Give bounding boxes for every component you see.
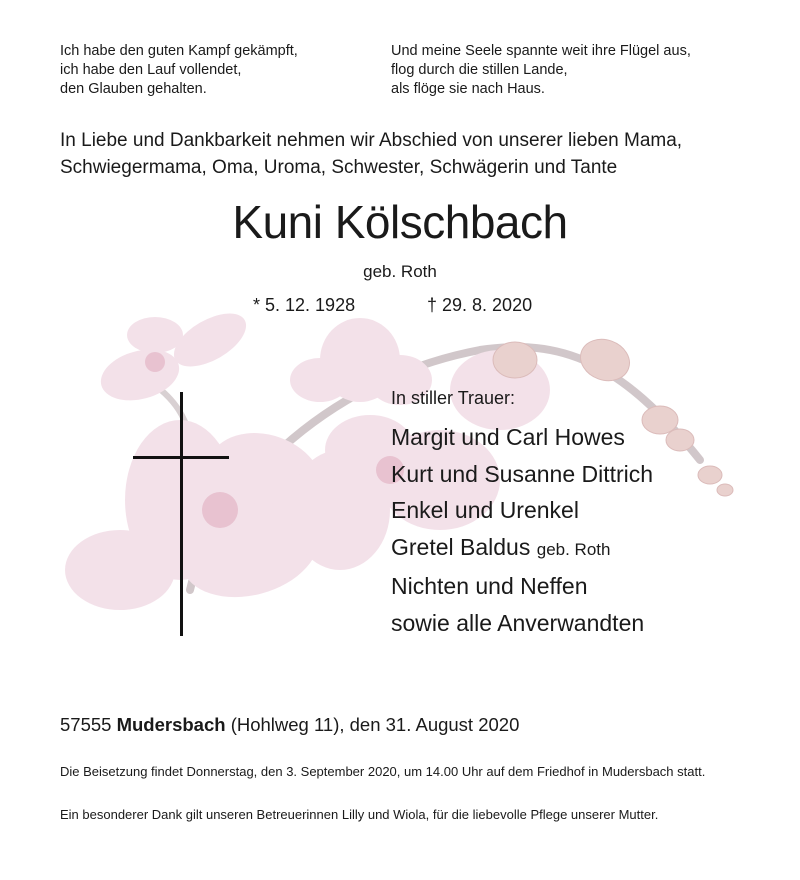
- cross-icon-bar: [133, 456, 229, 459]
- thanks-note: Ein besonderer Dank gilt unseren Betreuerinnen Lilly und Wiola, für die liebevolle Pflege unserer Mutter.: [60, 807, 659, 822]
- verse-left: [60, 42, 298, 99]
- address-date: (Hohlweg 11), den 31. August 2020: [230, 714, 520, 735]
- maiden-name: geb. Roth: [363, 262, 437, 281]
- mourner-line: [391, 529, 653, 569]
- mourners-heading: In stiller Trauer:: [391, 388, 516, 408]
- cross-icon: [180, 392, 183, 636]
- verse-left-line: ich habe den Lauf vollendet,: [60, 62, 242, 78]
- verse-left-line: Ich habe den guten Kampf gekämpft,: [60, 43, 298, 59]
- verse-right-line: als flöge sie nach Haus.: [391, 81, 545, 97]
- mourner-line: [391, 492, 653, 529]
- mourner-name: Kurt und Susanne Dittrich: [391, 460, 654, 487]
- mourners-block: [391, 388, 653, 641]
- mourner-name: Enkel und Urenkel: [391, 497, 579, 523]
- deceased-name: Kuni Kölschbach: [232, 196, 568, 248]
- city: Mudersbach: [116, 714, 226, 735]
- verse-right-line: flog durch die stillen Lande,: [391, 62, 568, 78]
- intro-text: [60, 127, 682, 181]
- intro-line: Schwiegermama, Oma, Uroma, Schwester, Schwägerin und Tante: [60, 157, 618, 178]
- place-date-line: [60, 714, 519, 736]
- mourner-maiden-name: geb. Roth: [536, 539, 611, 559]
- mourner-name: sowie alle Anverwandten: [391, 609, 645, 636]
- birth-date: * 5. 12. 1928: [253, 295, 356, 315]
- mourner-line: [391, 419, 653, 456]
- mourner-name: Nichten und Neffen: [391, 573, 588, 599]
- verse-right: [391, 42, 691, 99]
- mourner-name: Gretel Baldus: [391, 533, 531, 560]
- death-date: † 29. 8. 2020: [427, 295, 533, 315]
- funeral-note: Die Beisetzung findet Donnerstag, den 3. September 2020, um 14.00 Uhr auf dem Friedhof in Mudersbach statt.: [60, 764, 706, 779]
- verse-left-line: den Glauben gehalten.: [60, 81, 207, 97]
- mourner-line: [391, 456, 653, 493]
- intro-line: In Liebe und Dankbarkeit nehmen wir Abschied von unserer lieben Mama,: [60, 130, 683, 151]
- mourner-line: [391, 568, 653, 605]
- verse-right-line: Und meine Seele spannte weit ihre Flügel aus,: [391, 43, 691, 59]
- mourner-name: Margit und Carl Howes: [391, 424, 625, 450]
- mourner-line: [391, 605, 653, 642]
- zip-code: 57555: [60, 714, 112, 735]
